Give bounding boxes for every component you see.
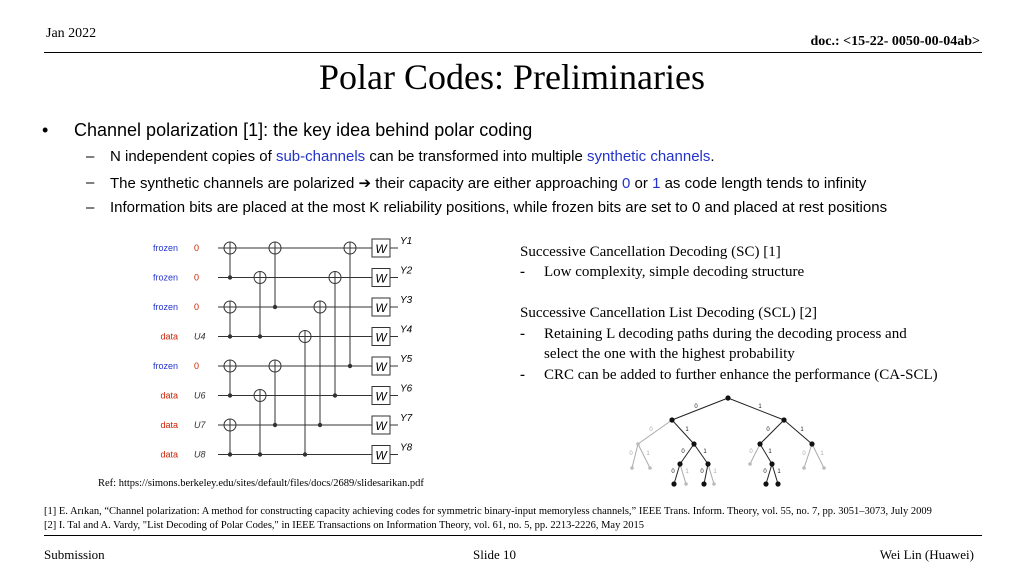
header-date: Jan 2022 — [46, 26, 97, 41]
row-type-label: frozen — [152, 243, 178, 253]
row-type-label: frozen — [152, 302, 178, 312]
sub1-text-e: . — [710, 148, 715, 165]
footer-left: Submission — [44, 547, 105, 562]
row-input-value: U4 — [194, 331, 206, 342]
tree-node — [757, 441, 762, 446]
tree-node — [775, 481, 780, 486]
arrow-icon: ➔ — [358, 175, 372, 192]
tree-node — [712, 482, 716, 486]
tree-edge-label: 0 — [700, 469, 704, 475]
sc-item — [520, 264, 980, 284]
row-input-value: 0 — [194, 361, 200, 371]
row-type-label: frozen — [152, 361, 178, 371]
sub2-text-f: as code length tends to infinity — [660, 175, 867, 192]
tree-edge — [784, 420, 812, 444]
document-id: doc.: <15-22- 0050-00-04ab> — [810, 34, 980, 49]
tree-edge-label: 1 — [777, 469, 781, 475]
channel-label: W — [375, 389, 387, 404]
diagram-reference: Ref: https://simons.berkeley.edu/sites/default/files/docs/2689/slidesarikan.pdf — [98, 478, 424, 489]
tree-edge — [674, 464, 680, 484]
tree-node — [748, 462, 752, 466]
sub3-text: Information bits are placed at the most K reliability positions, while frozen bits are set to 0 and placed at rest positions — [110, 199, 888, 216]
tree-edge — [638, 420, 672, 444]
tree-edge — [728, 398, 784, 420]
tree-graph — [629, 395, 825, 486]
sub2-text-d: or — [630, 175, 653, 192]
dash-marker: - — [520, 264, 525, 280]
junction-dot — [228, 452, 232, 456]
slide-title: Polar Codes: Preliminaries — [319, 57, 705, 97]
tree-node — [781, 417, 786, 422]
tree-edge-label: 0 — [681, 449, 685, 455]
sub-channels-term: sub-channels — [275, 148, 366, 165]
tree-node — [677, 461, 682, 466]
output-label: Y6 — [400, 383, 413, 395]
synthetic-channels-term: synthetic channels — [586, 148, 711, 165]
encoder-wires — [218, 239, 398, 464]
tree-edge-label: 0 — [802, 451, 806, 457]
tree-node — [763, 481, 768, 486]
junction-dot — [258, 334, 262, 338]
row-type-label: data — [160, 449, 178, 460]
channel-label: W — [375, 242, 387, 256]
channel-label: W — [375, 271, 387, 286]
tree-edge-label: 0 — [649, 427, 653, 433]
tree-edge-label: 1 — [758, 404, 762, 410]
tree-node — [705, 461, 710, 466]
junction-dot — [303, 452, 307, 456]
row-input-value: 0 — [194, 272, 200, 283]
main-bullet — [42, 120, 742, 144]
scl-item-2 — [520, 367, 1000, 387]
channel-label: W — [375, 360, 387, 374]
tree-node — [630, 466, 634, 470]
header-divider — [44, 52, 982, 53]
junction-dot — [258, 452, 262, 456]
tree-edge-label: 1 — [703, 449, 707, 455]
tree-edge — [766, 464, 772, 484]
tree-edge-label: 0 — [629, 451, 633, 457]
sc-item-text: Low complexity, simple decoding structure — [544, 264, 805, 280]
tree-edge-label: 1 — [713, 469, 717, 475]
tree-node — [701, 481, 706, 486]
dash-marker: – — [86, 174, 95, 191]
tree-edge — [760, 420, 784, 444]
sub2-text-b: their capacity are either approaching — [371, 175, 623, 192]
tree-edge-label: 0 — [763, 469, 767, 475]
tree-node — [671, 481, 676, 486]
junction-dot — [318, 423, 322, 427]
tree-node — [648, 466, 652, 470]
tree-edge — [632, 444, 638, 468]
tree-edge-label: 0 — [694, 404, 698, 410]
capacity-zero: 0 — [622, 175, 631, 192]
junction-dot — [228, 275, 232, 279]
junction-dot — [228, 393, 232, 397]
sub2-text-a: The synthetic channels are polarized — [110, 175, 359, 192]
dash-marker: - — [520, 367, 525, 383]
tree-node — [725, 395, 730, 400]
footer-author: Wei Lin (Huawei) — [879, 547, 974, 562]
row-input-value: U6 — [194, 390, 206, 401]
sub-bullet-1 — [86, 148, 986, 168]
output-label: Y7 — [400, 413, 413, 424]
junction-dot — [273, 305, 277, 309]
junction-dot — [273, 423, 277, 427]
row-input-value: U7 — [194, 420, 206, 430]
scl-item-1-line-2: select the one with the highest probability — [544, 346, 795, 362]
scl-item-1 — [520, 326, 980, 366]
footnote-2: [2] I. Tal and A. Vardy, "List Decoding of Polar Codes," in IEEE Transactions on Information Theory, vol. 61, no. 5, pp. 2213-2226, May 2015 — [44, 520, 644, 531]
footnote-1: [1] E. Arıkan, “Channel polarization: A method for constructing capacity achieving codes for symmetric binary-input memoryless channels,” IEEE Trans. Inform. Theory, vol. 55, no. 7, pp. 3051–3073, July 2009 — [44, 506, 932, 517]
tree-edge-label: 0 — [671, 469, 675, 475]
tree-node — [636, 442, 640, 446]
output-label: Y2 — [400, 265, 413, 277]
output-label: Y4 — [400, 324, 413, 336]
tree-edge-label: 0 — [766, 427, 770, 433]
bullet-marker: • — [42, 120, 49, 140]
row-type-label: data — [160, 331, 178, 342]
tree-edge-label: 1 — [768, 449, 772, 455]
tree-edge — [704, 464, 708, 484]
channel-label: W — [375, 419, 387, 433]
tree-node — [802, 466, 806, 470]
tree-edge-label: 1 — [685, 469, 689, 475]
sc-title: Successive Cancellation Decoding (SC) [1] — [520, 244, 781, 260]
row-input-value: 0 — [194, 302, 200, 312]
tree-node — [684, 482, 688, 486]
output-label: Y1 — [400, 236, 413, 247]
output-label: Y5 — [400, 354, 413, 365]
tree-node — [809, 441, 814, 446]
tree-edge — [672, 420, 694, 444]
dash-marker: – — [86, 199, 95, 216]
tree-edge-label: 1 — [646, 451, 650, 457]
footer-slide-number: Slide 10 — [473, 547, 516, 562]
junction-dot — [228, 334, 232, 338]
dash-marker: – — [86, 148, 95, 165]
sub-bullet-3 — [86, 199, 1006, 219]
footer-divider — [44, 535, 982, 536]
channel-label: W — [375, 330, 387, 345]
output-label: Y8 — [400, 442, 413, 454]
tree-node — [691, 441, 696, 446]
channel-label: W — [375, 301, 387, 315]
sub1-text-a: N independent copies of — [110, 148, 276, 165]
row-type-label: data — [160, 390, 178, 401]
scl-item-2-text: CRC can be added to further enhance the performance (CA-SCL) — [544, 367, 938, 383]
sub-bullet-2 — [86, 174, 1006, 194]
tree-edge-label: 1 — [820, 451, 824, 457]
tree-node — [769, 461, 774, 466]
tree-node — [669, 417, 674, 422]
main-bullet-text: Channel polarization [1]: the key idea behind polar coding — [74, 120, 533, 140]
tree-edge-label: 1 — [800, 427, 804, 433]
capacity-one: 1 — [652, 175, 661, 192]
junction-dot — [333, 393, 337, 397]
output-label: Y3 — [400, 295, 413, 306]
scl-item-1-line-1: Retaining L decoding paths during the decoding process and — [544, 326, 907, 342]
channel-label: W — [375, 448, 387, 463]
tree-edge — [672, 398, 728, 420]
dash-marker: - — [520, 326, 525, 342]
tree-node — [822, 466, 826, 470]
scl-title: Successive Cancellation List Decoding (SCL) [2] — [520, 305, 818, 321]
polar-encoder-diagram — [140, 232, 430, 472]
row-type-label: data — [160, 420, 178, 430]
decoding-tree — [620, 392, 840, 492]
junction-dot — [348, 364, 352, 368]
row-type-label: frozen — [152, 272, 178, 283]
tree-edge-label: 0 — [749, 449, 753, 455]
sub1-text-c: can be transformed into multiple — [365, 148, 587, 165]
tree-edge-label: 1 — [685, 427, 689, 433]
row-input-value: 0 — [194, 243, 200, 253]
row-input-value: U8 — [194, 449, 206, 460]
